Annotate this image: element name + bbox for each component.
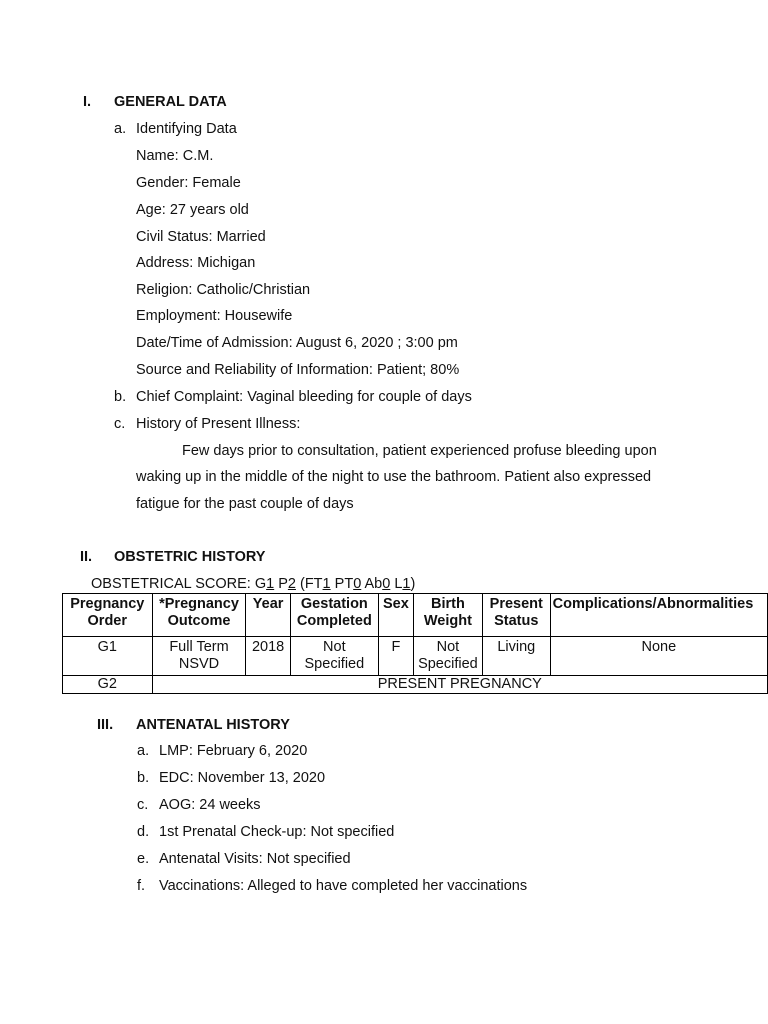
cell-present-status: Living xyxy=(482,637,550,676)
field-admission: Date/Time of Admission: August 6, 2020 ; 3:00 pm xyxy=(136,335,458,351)
antenatal-marker-e: e. xyxy=(137,851,150,867)
field-source: Source and Reliability of Information: Patient; 80% xyxy=(136,362,460,378)
field-religion: Religion: Catholic/Christian xyxy=(136,282,311,298)
cell-year: 2018 xyxy=(246,637,290,676)
obstetric-history-table xyxy=(62,593,768,694)
field-civil-status: Civil Status: Married xyxy=(136,229,266,245)
antenatal-marker-d: d. xyxy=(137,824,150,840)
antenatal-marker-a: a. xyxy=(137,743,150,759)
antenatal-edc: EDC: November 13, 2020 xyxy=(159,770,326,786)
cell-sex: F xyxy=(378,637,413,676)
antenatal-marker-c: c. xyxy=(137,797,149,813)
cell-outcome: Full Term NSVD xyxy=(152,637,246,676)
hpi-line-1: Few days prior to consultation, patient experienced profuse bleeding upon xyxy=(182,443,657,459)
field-name: Name: C.M. xyxy=(136,148,214,164)
antenatal-vaccinations: Vaccinations: Alleged to have completed her vaccinations xyxy=(159,878,528,894)
hpi-title: History of Present Illness: xyxy=(136,416,301,432)
field-gender: Gender: Female xyxy=(136,175,241,191)
cell-present-pregnancy: PRESENT PREGNANCY xyxy=(152,676,767,694)
cell-order: G2 xyxy=(63,676,153,694)
score-g: 1 xyxy=(266,576,275,592)
antenatal-marker-b: b. xyxy=(137,770,150,786)
score-pt: 0 xyxy=(353,576,362,592)
col-header-complications: Complications/Abnormalities xyxy=(550,594,767,637)
col-header-gestation: Gestation Completed xyxy=(290,594,378,637)
table-row xyxy=(63,676,768,694)
section-2-numeral: II. xyxy=(80,549,93,565)
score-l-label: L xyxy=(390,576,403,592)
score-p-label: P xyxy=(274,576,288,592)
hpi-line-3: fatigue for the past couple of days xyxy=(136,496,354,512)
col-header-pregnancy-order: Pregnancy Order xyxy=(63,594,153,637)
obstetrical-score xyxy=(91,575,415,593)
col-header-sex: Sex xyxy=(378,594,413,637)
section-3-numeral: III. xyxy=(97,717,114,733)
item-a-marker: a. xyxy=(114,121,127,137)
section-1-title: GENERAL DATA xyxy=(114,94,227,110)
col-header-pregnancy-outcome: *Pregnancy Outcome xyxy=(152,594,246,637)
antenatal-visits: Antenatal Visits: Not specified xyxy=(159,851,351,867)
section-2-title: OBSTETRIC HISTORY xyxy=(114,549,266,565)
score-p: 2 xyxy=(287,576,296,592)
col-header-year: Year xyxy=(246,594,290,637)
section-3-title: ANTENATAL HISTORY xyxy=(136,717,290,733)
score-ft-label: (FT xyxy=(295,576,323,592)
antenatal-marker-f: f. xyxy=(137,878,146,894)
table-row xyxy=(63,637,768,676)
section-1-numeral: I. xyxy=(83,94,92,110)
cell-order: G1 xyxy=(63,637,153,676)
score-ft: 1 xyxy=(322,576,331,592)
cell-complications: None xyxy=(550,637,767,676)
score-suffix: ) xyxy=(410,576,416,592)
antenatal-lmp: LMP: February 6, 2020 xyxy=(159,743,308,759)
field-age: Age: 27 years old xyxy=(136,202,249,218)
antenatal-prenatal-checkup: 1st Prenatal Check-up: Not specified xyxy=(159,824,395,840)
score-pt-label: PT xyxy=(330,576,354,592)
cell-gestation: Not Specified xyxy=(290,637,378,676)
field-address: Address: Michigan xyxy=(136,255,256,271)
item-c-marker: c. xyxy=(114,416,126,432)
field-employment: Employment: Housewife xyxy=(136,308,293,324)
col-header-present-status: Present Status xyxy=(482,594,550,637)
score-l: 1 xyxy=(402,576,411,592)
hpi-line-2: waking up in the middle of the night to use the bathroom. Patient also expressed xyxy=(136,469,652,485)
item-b-marker: b. xyxy=(114,389,127,405)
antenatal-aog: AOG: 24 weeks xyxy=(159,797,261,813)
score-ab: 0 xyxy=(382,576,391,592)
table-header-row xyxy=(63,594,768,637)
item-a-title: Identifying Data xyxy=(136,121,237,137)
cell-birth-weight: Not Specified xyxy=(413,637,482,676)
col-header-birth-weight: Birth Weight xyxy=(413,594,482,637)
score-ab-label: Ab xyxy=(361,576,383,592)
score-prefix: OBSTETRICAL SCORE: G xyxy=(91,576,267,592)
chief-complaint: Chief Complaint: Vaginal bleeding for couple of days xyxy=(136,389,472,405)
